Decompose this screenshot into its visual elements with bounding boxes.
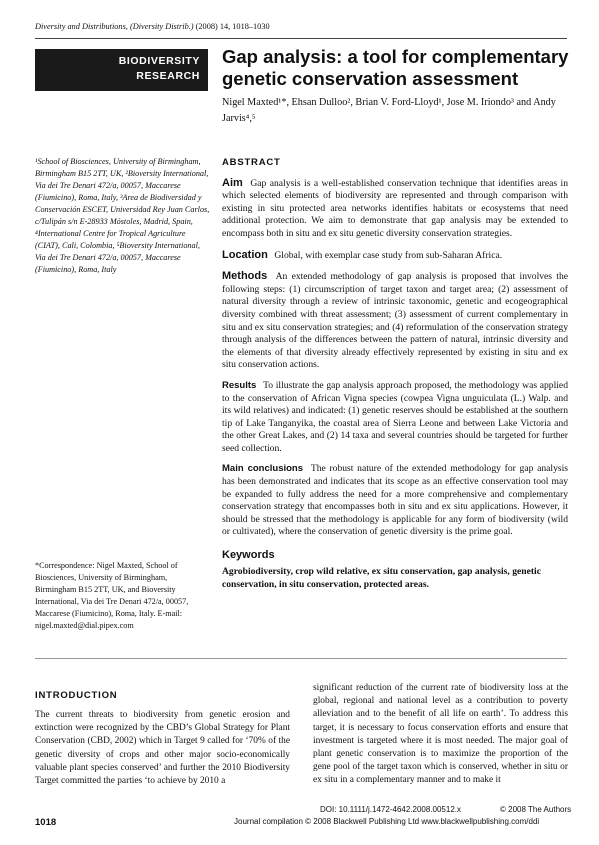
doi-line: DOI: 10.1111/j.1472-4642.2008.00512.x — [320, 805, 461, 814]
introduction-heading: INTRODUCTION — [35, 690, 118, 701]
conclusions-text: The robust nature of the extended methodology for gap analysis has been demonstrated and indicates that its scope as an effective conservation tool may be expanded to fully address the need for a more comprehensive and complementary conservation strategy that encompasses both in situ and ex situ applications. However, it should be stressed that the methodology is applicable for any form of biodiversity (wild or cultivated), where the conservation of genetic diversity is the prime goal. — [222, 463, 569, 538]
article-title: Gap analysis: a tool for complementary genetic conservation assessment — [222, 46, 569, 89]
journal-compilation-line: Journal compilation © 2008 Blackwell Publishing Ltd www.blackwellpublishing.com/ddi — [234, 817, 540, 826]
section-divider — [35, 658, 567, 659]
introduction-column-2: significant reduction of the current rate of biodiversity loss at the global, regional and national level as a contribution to poverty alleviation and to the benefit of all life on earth’. To address this target, it is necessary to focus conservation efforts and ensure that investment is targeted where it is most needed. The major goal of plant genetic conservation is to maximize the proportion of the gene pool of the target taxon which is conserved, whether in situ or ex situ in a complementary manner and to make it — [313, 683, 568, 786]
results-text: To illustrate the gap analysis approach proposed, the methodology was applied to the conservation of African Vigna species (cowpea Vigna unguiculata (L.) Walp. and its wild relatives) and indicated: (1) genetic reserves should be established at the southern tip of Lake Tanganyika, the coastal area of Sierra Leone and between Lake Victoria and the other Great Lakes, and (2) 14 taxa and several countries should be targeted for further seed collection. — [222, 379, 568, 454]
methods-label: Methods — [222, 270, 268, 283]
abstract-section — [222, 157, 568, 591]
location-label: Location — [222, 248, 268, 261]
copyright-line: © 2008 The Authors — [500, 805, 572, 814]
category-line-1: BIODIVERSITY — [118, 55, 200, 67]
keywords-heading: Keywords — [222, 549, 275, 562]
page-number: 1018 — [35, 817, 57, 828]
aim-label: Aim — [222, 176, 243, 189]
abstract-location — [222, 249, 568, 263]
abstract-methods — [222, 270, 568, 372]
keywords-list: Agrobiodiversity, crop wild relative, ex situ conservation, gap analysis, genetic conservation, in situ conservation, protected areas. — [222, 565, 541, 590]
aim-text: Gap analysis is a well-established conservation technique that identifies areas in which selected elements of biodiversity are represented and through comparison with existing in situ protected area networks identifies habitats or ecosystems that need additional protection. We aim to demonstrate that gap analysis may be extended to encompass both in situ and ex situ genetic diversity conservation strategies. — [222, 177, 569, 239]
journal-running-header — [35, 22, 270, 31]
category-line-2: RESEARCH — [136, 70, 200, 82]
author-affiliations: ¹School of Biosciences, University of Birmingham, Birmingham B15 2TT, UK, ²Bioversity International, Via dei Tre Denari 472/a, 00057, Maccarese (Fiumicino), Roma, Italy, ³Area de Biodiversidad y Conservación ESCET, Universidad Rey Juan Carlos, c/Tulipán s/n E-28933 Móstoles, Madrid, Spain, ⁴International Centre for Tropical Agriculture (CIAT), Cali, Colombia, ⁵Bioversity International, Via dei Tre Denari 472/a, 00057, Maccarese (Fiumicino), Roma, Italy — [35, 157, 210, 274]
results-label: Results — [222, 379, 257, 391]
abstract-aim — [222, 177, 568, 241]
journal-name: Diversity and Distributions, (Diversity Distrib.) — [35, 22, 194, 31]
journal-year-volume: (2008) 14, 1018–1030 — [195, 22, 270, 31]
abstract-results — [222, 380, 568, 456]
methods-text: An extended methodology of gap analysis is proposed that involves the following steps: (1) circumscription of target taxon and target area; (2) assessment of natural diversity through a review of intrinsic taxonomic, genetic and ecogeographical diversity combined with threat assessment; (3) assessment of current complementary in situ and ex situ conservation strategies; and (4) reformulation of the conservation strategy through analysis of the differences between the pattern of natural, intrinsic diversity and the elements of that diversity already effectively represented by existing in situ and ex situ conservation actions. — [222, 271, 569, 371]
conclusions-label: Main conclusions — [222, 463, 304, 475]
header-rule — [35, 38, 567, 39]
article-category-banner — [35, 49, 208, 91]
author-list: Nigel Maxted¹*, Ehsan Dulloo², Brian V. Ford-Lloyd¹, Jose M. Iriondo³ and Andy Jarvis⁴,⁵ — [222, 97, 556, 124]
abstract-conclusions — [222, 463, 568, 539]
correspondence-note: *Correspondence: Nigel Maxted, School of Biosciences, University of Birmingham, Birmingham B15 2TT, UK, and Bioversity International, Via dei Tre Denari 472/a, 00057, Maccarese (Fiumicino), Roma, Italy. E-mail: nigel.maxted@dial.pipex.com — [35, 561, 189, 630]
introduction-column-1: The current threats to biodiversity from genetic erosion and extinction were recognized by the CBD’s Global Strategy for Plant Conservation (CBD, 2002) which in Target 9 called for ‘70% of the genetic diversity of crops and other major socio-economically valuable plant species conserved’ and further the 2010 Biodiversity Target committed the parties ‘to achieve by 2010 a — [35, 710, 290, 787]
location-text: Global, with exemplar case study from sub-Saharan Africa. — [274, 249, 503, 261]
abstract-heading: ABSTRACT — [222, 157, 281, 168]
